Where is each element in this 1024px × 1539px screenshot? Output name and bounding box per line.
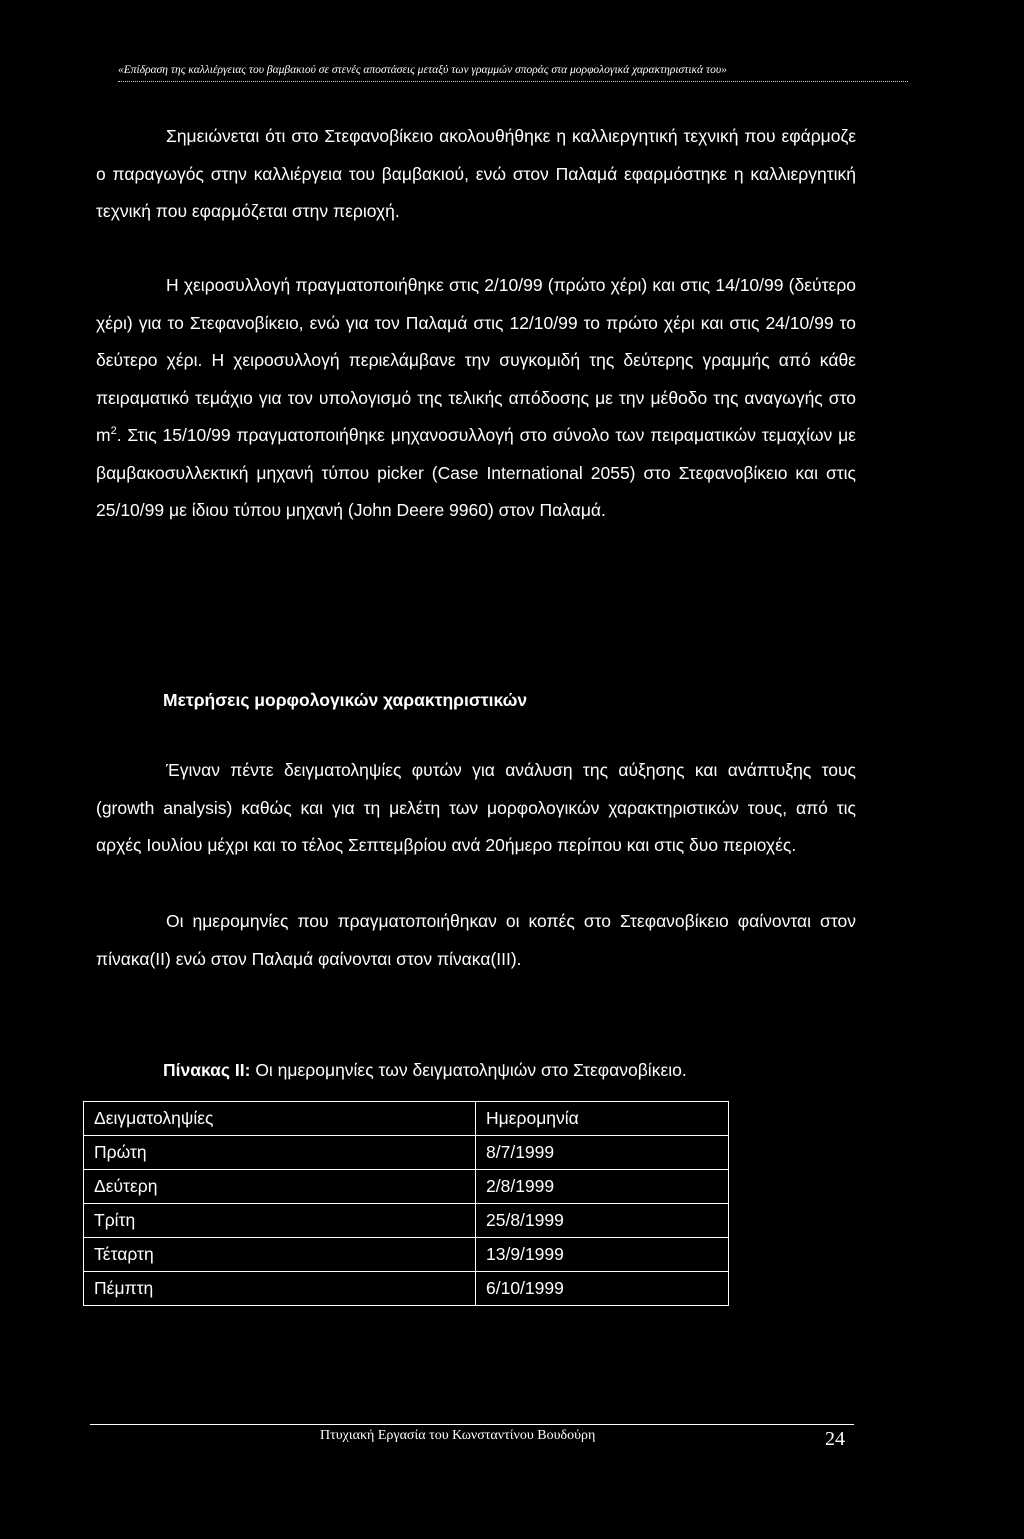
harvest-superscript: 2 <box>110 425 117 438</box>
table-row <box>84 1272 729 1306</box>
footer-text: Πτυχιακή Εργασία του Κωνσταντίνου Βουδούρη <box>320 1428 596 1443</box>
table-row <box>84 1238 729 1272</box>
table-header-row <box>84 1102 729 1136</box>
table-header-cell: Ημερομηνία <box>476 1102 729 1136</box>
page-number: 24 <box>825 1428 845 1450</box>
header-divider <box>118 81 908 82</box>
table-caption <box>163 1060 687 1081</box>
paragraph-sampling: Έγιναν πέντε δειγματοληψίες φυτών για ανάλυση της αύξησης και ανάπτυξης τους (growth analysis) καθώς και για τη μελέτη των μορφολογικών χαρακτηριστικών τους, από τις αρχές Ιουλίου μέχρι και το τέλος Σεπτεμβρίου ανά 20ήμερο περίπου και στις δυο περιοχές. <box>96 760 856 855</box>
table-cell: Πρώτη <box>84 1136 476 1170</box>
sampling-dates-table <box>83 1101 729 1306</box>
table-cell: 2/8/1999 <box>476 1170 729 1204</box>
table-cell: 6/10/1999 <box>476 1272 729 1306</box>
footer-divider <box>90 1424 854 1425</box>
paragraph-cultivation-technique: Σημειώνεται ότι στο Στεφανοβίκειο ακολουθήθηκε η καλλιεργητική τεχνική που εφάρμοζε ο παραγωγός στην καλλιέργεια του βαμβακιού, ενώ στον Παλαμά εφαρμόστηκε η καλλιεργητική τεχνική που εφαρμόζεται στην περιοχή. <box>96 126 856 221</box>
table-cell: Τρίτη <box>84 1204 476 1238</box>
table-cell: 13/9/1999 <box>476 1238 729 1272</box>
paragraph-harvest <box>96 267 856 530</box>
table-cell: Πέμπτη <box>84 1272 476 1306</box>
harvest-text-part1: Η χειροσυλλογή πραγματοποιήθηκε στις 2/10/99 (πρώτο χέρι) και στις 14/10/99 (δεύτερο χέρι) για το Στεφανοβίκειο, ενώ για τον Παλαμά στις 12/10/99 το πρώτο χέρι και στις 24/10/99 το δεύτερο χέρι. Η χειροσυλλογή περιελάμβανε την συγκομιδή της δεύτερης γραμμής από κάθε πειραματικό τεμάχιο για τον υπολογισμό της τελικής απόδοσης με την μέθοδο της αναγωγής στο m <box>96 275 856 445</box>
table-row <box>84 1204 729 1238</box>
table-cell: Τέταρτη <box>84 1238 476 1272</box>
paragraph-tables-reference: Οι ημερομηνίες που πραγματοποιήθηκαν οι κοπές στο Στεφανοβίκειο φαίνονται στον πίνακα(ΙΙ) ενώ στον Παλαμά φαίνονται στον πίνακα(ΙΙΙ). <box>96 911 856 969</box>
table-row <box>84 1170 729 1204</box>
table-caption-text: Οι ημερομηνίες των δειγματοληψιών στο Στεφανοβίκειο. <box>250 1060 687 1080</box>
table-cell: Δεύτερη <box>84 1170 476 1204</box>
table-cell: 8/7/1999 <box>476 1136 729 1170</box>
running-header: «Επίδραση της καλλιέργειας του βαμβακιού σε στενές αποστάσεις μεταξύ των γραμμών σποράς στα μορφολογικά χαρακτηριστικά του» <box>118 64 727 76</box>
harvest-text-part2: . Στις 15/10/99 πραγματοποιήθηκε μηχανοσυλλογή στο σύνολο των πειραματικών τεμαχίων με βαμβακοσυλλεκτική μηχανή τύπου picker (Case International 2055) στο Στεφανοβίκειο και στις 25/10/99 με ίδιου τύπου μηχανή (John Deere 9960) στον Παλαμά. <box>96 425 856 520</box>
table-row <box>84 1136 729 1170</box>
table-header-cell: Δειγματοληψίες <box>84 1102 476 1136</box>
table-caption-label: Πίνακας ΙΙ: <box>163 1060 251 1080</box>
table-cell: 25/8/1999 <box>476 1204 729 1238</box>
section-heading: Μετρήσεις μορφολογικών χαρακτηριστικών <box>163 690 528 710</box>
